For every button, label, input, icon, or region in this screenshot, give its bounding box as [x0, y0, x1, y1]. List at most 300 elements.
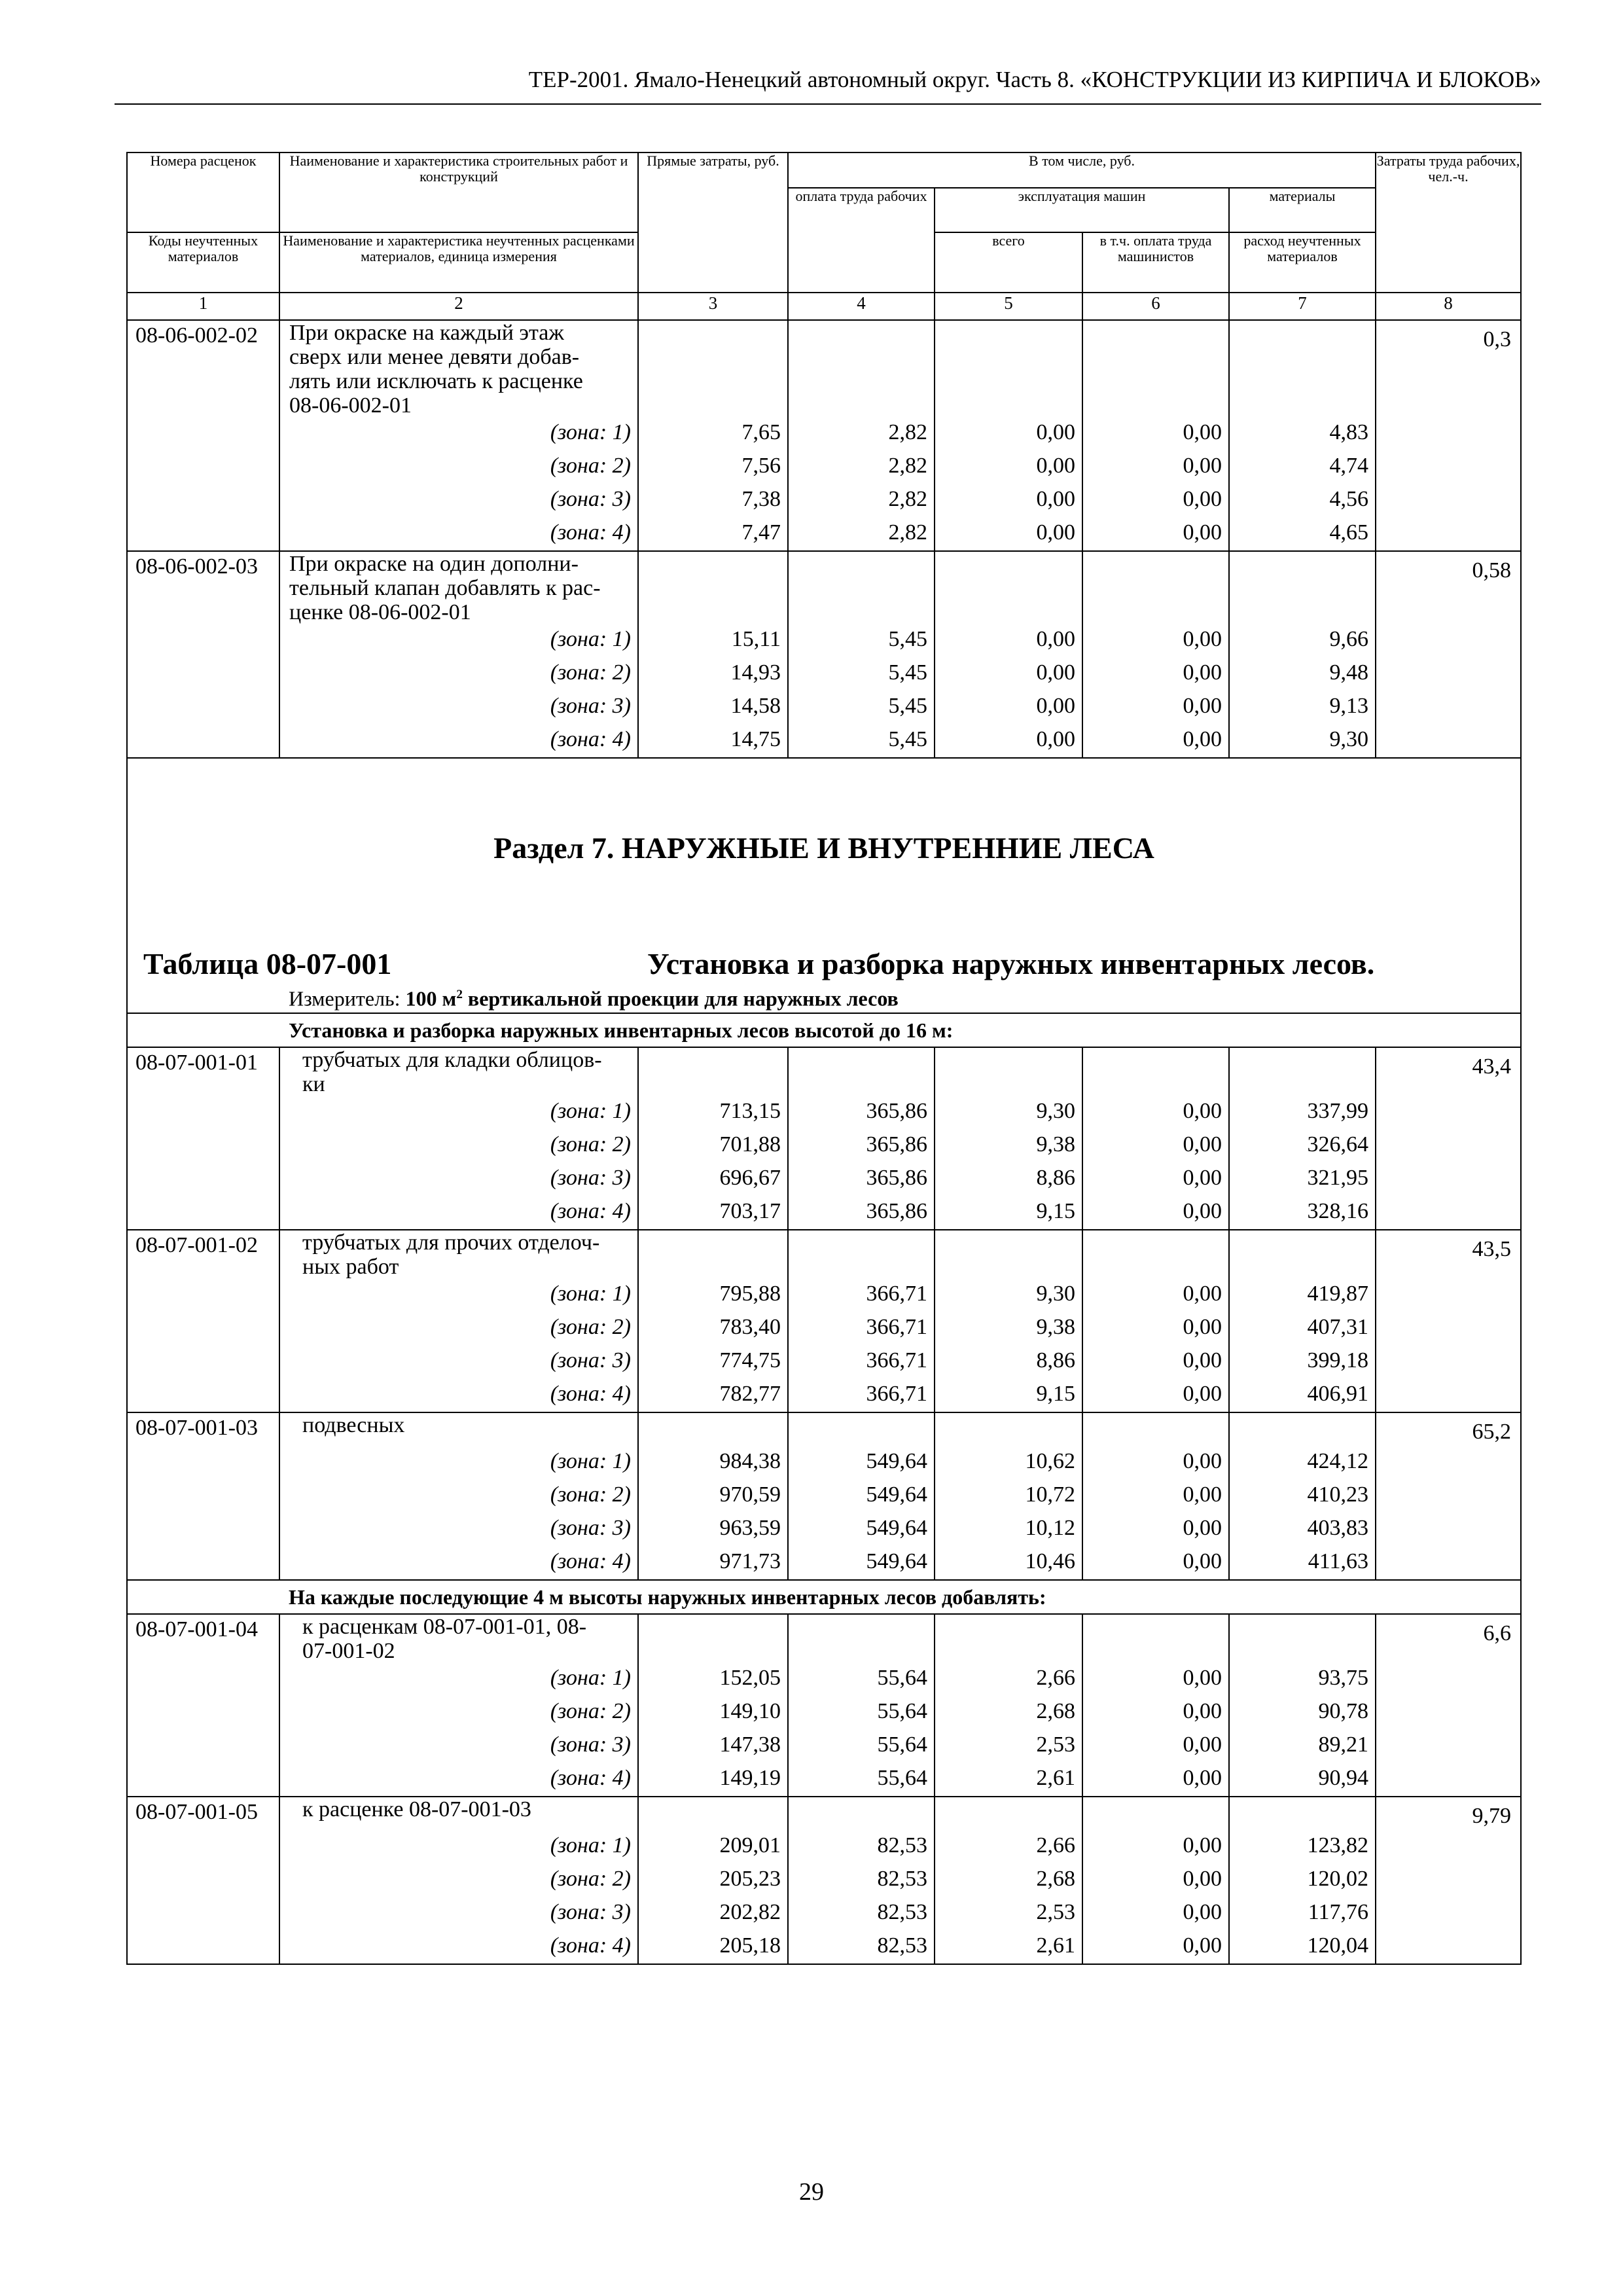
machines-cost: 2,61	[935, 1763, 1082, 1797]
zone-row	[127, 1696, 1521, 1730]
zone-row	[127, 624, 1521, 658]
direct-cost: 14,58	[638, 691, 788, 725]
labor-cost: 0,58	[1376, 551, 1521, 624]
rate-description-line: трубчатых для прочих отделоч-	[302, 1230, 600, 1255]
empty-cell	[127, 691, 279, 725]
machines-cost: 8,86	[935, 1346, 1082, 1379]
zone-label: (зона: 4)	[279, 1547, 638, 1580]
empty-cell	[788, 1230, 935, 1279]
zone-row	[127, 1513, 1521, 1547]
empty-cell	[1376, 1346, 1521, 1379]
empty-cell	[127, 658, 279, 691]
rate-description-line: При окраске на каждый этаж	[289, 321, 564, 345]
machinist-wages: 0,00	[1082, 725, 1229, 758]
wages-cost: 2,82	[788, 484, 935, 518]
wages-cost: 365,86	[788, 1096, 935, 1130]
machines-cost: 0,00	[935, 691, 1082, 725]
wages-cost: 2,82	[788, 418, 935, 451]
zone-label: (зона: 1)	[279, 1446, 638, 1480]
direct-cost: 795,88	[638, 1279, 788, 1312]
empty-cell	[127, 1864, 279, 1897]
materials-cost: 337,99	[1229, 1096, 1376, 1130]
machinist-wages: 0,00	[1082, 1480, 1229, 1513]
wages-cost: 55,64	[788, 1696, 935, 1730]
wages-cost: 5,45	[788, 691, 935, 725]
zone-row	[127, 1547, 1521, 1580]
empty-cell	[1229, 320, 1376, 418]
machinist-wages: 0,00	[1082, 518, 1229, 551]
rate-description	[279, 1614, 638, 1663]
empty-cell	[1376, 1446, 1521, 1480]
direct-cost: 7,38	[638, 484, 788, 518]
machinist-wages: 0,00	[1082, 1312, 1229, 1346]
group-heading-16m: Установка и разборка наружных инвентарных лесов высотой до 16 м:	[279, 1013, 1521, 1047]
rate-row	[127, 1614, 1521, 1663]
rate-description	[279, 1797, 638, 1831]
materials-cost: 89,21	[1229, 1730, 1376, 1763]
wages-cost: 82,53	[788, 1831, 935, 1864]
empty-cell	[1376, 1279, 1521, 1312]
empty-cell	[638, 320, 788, 418]
empty-cell	[127, 1480, 279, 1513]
zone-label: (зона: 4)	[279, 518, 638, 551]
meter-rest: вертикальной проекции для наружных лесов	[462, 986, 899, 1011]
empty-cell	[1376, 518, 1521, 551]
wages-cost: 365,86	[788, 1196, 935, 1230]
empty-cell	[935, 1797, 1082, 1831]
table-label: Таблица 08-07-001	[127, 942, 638, 981]
wages-cost: 5,45	[788, 725, 935, 758]
machinist-wages: 0,00	[1082, 1513, 1229, 1547]
zone-row	[127, 725, 1521, 758]
machinist-wages: 0,00	[1082, 451, 1229, 484]
zone-label: (зона: 2)	[279, 1130, 638, 1163]
empty-cell	[127, 518, 279, 551]
machinist-wages: 0,00	[1082, 1864, 1229, 1897]
rate-row	[127, 320, 1521, 418]
machines-cost: 8,86	[935, 1163, 1082, 1196]
empty-cell	[935, 551, 1082, 624]
empty-cell	[1376, 1513, 1521, 1547]
machines-cost: 9,38	[935, 1312, 1082, 1346]
empty-cell	[127, 1763, 279, 1797]
machines-cost: 0,00	[935, 624, 1082, 658]
machines-cost: 10,72	[935, 1480, 1082, 1513]
zone-row	[127, 1897, 1521, 1931]
direct-cost: 783,40	[638, 1312, 788, 1346]
column-number: 3	[638, 293, 788, 320]
wages-cost: 549,64	[788, 1446, 935, 1480]
materials-cost: 4,74	[1229, 451, 1376, 484]
empty-cell	[1082, 1047, 1229, 1096]
empty-cell	[127, 1163, 279, 1196]
direct-cost: 7,56	[638, 451, 788, 484]
machinist-wages: 0,00	[1082, 1279, 1229, 1312]
rate-description-line: 08-06-002-01	[289, 393, 412, 418]
labor-cost: 0,3	[1376, 320, 1521, 418]
labor-cost: 6,6	[1376, 1614, 1521, 1663]
empty-cell	[127, 1547, 279, 1580]
machines-cost: 0,00	[935, 725, 1082, 758]
zone-row	[127, 1663, 1521, 1696]
zone-label: (зона: 1)	[279, 418, 638, 451]
machines-cost: 2,53	[935, 1730, 1082, 1763]
empty-cell	[935, 1614, 1082, 1663]
empty-cell	[127, 418, 279, 451]
wages-cost: 549,64	[788, 1547, 935, 1580]
materials-cost: 93,75	[1229, 1663, 1376, 1696]
direct-cost: 774,75	[638, 1346, 788, 1379]
materials-cost: 399,18	[1229, 1346, 1376, 1379]
column-number: 7	[1229, 293, 1376, 320]
empty-cell	[788, 551, 935, 624]
zone-label: (зона: 3)	[279, 1346, 638, 1379]
direct-cost: 205,18	[638, 1931, 788, 1964]
materials-cost: 9,30	[1229, 725, 1376, 758]
machines-cost: 2,68	[935, 1864, 1082, 1897]
empty-cell	[127, 624, 279, 658]
rate-description-line: 07-001-02	[302, 1638, 395, 1663]
labor-cost: 65,2	[1376, 1412, 1521, 1446]
wages-cost: 82,53	[788, 1864, 935, 1897]
empty-cell	[1376, 691, 1521, 725]
empty-cell	[1376, 1196, 1521, 1230]
empty-cell	[935, 1230, 1082, 1279]
empty-cell	[1376, 1763, 1521, 1797]
zone-label: (зона: 1)	[279, 624, 638, 658]
page-number: 29	[799, 2178, 824, 2206]
zone-row	[127, 1446, 1521, 1480]
zone-row	[127, 1346, 1521, 1379]
machines-cost: 9,38	[935, 1130, 1082, 1163]
wages-cost: 55,64	[788, 1763, 935, 1797]
machines-cost: 0,00	[935, 418, 1082, 451]
direct-cost: 149,19	[638, 1763, 788, 1797]
machinist-wages: 0,00	[1082, 1696, 1229, 1730]
machinist-wages: 0,00	[1082, 1663, 1229, 1696]
empty-cell	[127, 1663, 279, 1696]
empty-cell	[127, 1346, 279, 1379]
rate-description	[279, 551, 638, 624]
machines-cost: 0,00	[935, 518, 1082, 551]
zone-label: (зона: 1)	[279, 1663, 638, 1696]
materials-cost: 120,02	[1229, 1864, 1376, 1897]
meter-line	[279, 981, 1521, 1013]
col-header-material-codes: Коды неучтенных материалов	[127, 232, 279, 293]
machinist-wages: 0,00	[1082, 1196, 1229, 1230]
direct-cost: 963,59	[638, 1513, 788, 1547]
page-header: ТЕР-2001. Ямало-Ненецкий автономный округ. Часть 8. «КОНСТРУКЦИИ ИЗ КИРПИЧА И БЛОКОВ»	[115, 63, 1541, 105]
rate-code: 08-07-001-05	[127, 1797, 279, 1831]
machinist-wages: 0,00	[1082, 1931, 1229, 1964]
wages-cost: 365,86	[788, 1130, 935, 1163]
empty-cell	[638, 1797, 788, 1831]
empty-cell	[1082, 1797, 1229, 1831]
empty-cell	[935, 1412, 1082, 1446]
zone-row	[127, 1196, 1521, 1230]
empty-cell	[127, 1446, 279, 1480]
materials-cost: 9,66	[1229, 624, 1376, 658]
col-header-work-name: Наименование и характеристика строительных работ и конструкций	[279, 152, 638, 232]
wages-cost: 55,64	[788, 1663, 935, 1696]
rate-description	[279, 320, 638, 418]
materials-cost: 117,76	[1229, 1897, 1376, 1931]
zone-label: (зона: 2)	[279, 1312, 638, 1346]
empty-cell	[127, 1897, 279, 1931]
materials-cost: 407,31	[1229, 1312, 1376, 1346]
zone-row	[127, 1931, 1521, 1964]
direct-cost: 970,59	[638, 1480, 788, 1513]
wages-cost: 366,71	[788, 1379, 935, 1412]
empty-cell	[1376, 451, 1521, 484]
rate-code: 08-06-002-03	[127, 551, 279, 624]
machinist-wages: 0,00	[1082, 1379, 1229, 1412]
col-header-machinist-wages: в т.ч. оплата труда машинистов	[1082, 232, 1229, 293]
labor-cost: 43,5	[1376, 1230, 1521, 1279]
zone-label: (зона: 3)	[279, 1897, 638, 1931]
materials-cost: 90,78	[1229, 1696, 1376, 1730]
empty-cell	[788, 320, 935, 418]
machinist-wages: 0,00	[1082, 1763, 1229, 1797]
materials-cost: 90,94	[1229, 1763, 1376, 1797]
rate-description-line: к расценкам 08-07-001-01, 08-	[302, 1614, 587, 1639]
rate-description-line: ки	[302, 1071, 325, 1096]
zone-label: (зона: 1)	[279, 1831, 638, 1864]
empty-cell	[1376, 1379, 1521, 1412]
col-header-materials: материалы	[1229, 188, 1376, 232]
wages-cost: 2,82	[788, 451, 935, 484]
rate-row	[127, 551, 1521, 624]
price-table	[126, 152, 1522, 1965]
empty-cell	[1082, 320, 1229, 418]
empty-cell	[1376, 658, 1521, 691]
empty-cell	[127, 1312, 279, 1346]
empty-cell	[1376, 725, 1521, 758]
machinist-wages: 0,00	[1082, 1163, 1229, 1196]
empty-cell	[127, 1730, 279, 1763]
column-number: 8	[1376, 293, 1521, 320]
empty-cell	[1376, 1130, 1521, 1163]
empty-cell	[1229, 1412, 1376, 1446]
empty-cell	[1376, 1096, 1521, 1130]
empty-cell	[935, 320, 1082, 418]
col-header-wages: оплата труда рабочих	[788, 188, 935, 293]
empty-cell	[127, 1279, 279, 1312]
zone-row	[127, 518, 1521, 551]
col-header-machines-total: всего	[935, 232, 1082, 293]
empty-cell	[1376, 418, 1521, 451]
wages-cost: 5,45	[788, 658, 935, 691]
column-numbers-row	[127, 293, 1521, 320]
empty-cell	[1082, 1412, 1229, 1446]
machines-cost: 9,15	[935, 1196, 1082, 1230]
materials-cost: 4,56	[1229, 484, 1376, 518]
meter-value: 100 м	[405, 986, 457, 1011]
labor-cost: 43,4	[1376, 1047, 1521, 1096]
direct-cost: 713,15	[638, 1096, 788, 1130]
empty-cell	[127, 1931, 279, 1964]
labor-cost: 9,79	[1376, 1797, 1521, 1831]
materials-cost: 4,65	[1229, 518, 1376, 551]
rate-code: 08-07-001-01	[127, 1047, 279, 1096]
zone-label: (зона: 3)	[279, 484, 638, 518]
empty-cell	[127, 484, 279, 518]
wages-cost: 366,71	[788, 1279, 935, 1312]
zone-row	[127, 1163, 1521, 1196]
machines-cost: 2,68	[935, 1696, 1082, 1730]
empty-cell	[127, 1096, 279, 1130]
zone-label: (зона: 2)	[279, 1864, 638, 1897]
zone-row	[127, 1279, 1521, 1312]
zone-label: (зона: 4)	[279, 1379, 638, 1412]
direct-cost: 701,88	[638, 1130, 788, 1163]
empty-cell	[1082, 1230, 1229, 1279]
machines-cost: 2,66	[935, 1663, 1082, 1696]
rate-description-line: сверх или менее девяти добав-	[289, 345, 580, 369]
zone-row	[127, 1730, 1521, 1763]
col-header-labor-costs: Затраты труда рабочих, чел.-ч.	[1376, 152, 1521, 293]
empty-cell	[1229, 1230, 1376, 1279]
zone-label: (зона: 2)	[279, 658, 638, 691]
materials-cost: 120,04	[1229, 1931, 1376, 1964]
rate-description	[279, 1230, 638, 1279]
materials-cost: 424,12	[1229, 1446, 1376, 1480]
direct-cost: 147,38	[638, 1730, 788, 1763]
empty-cell	[638, 1614, 788, 1663]
empty-cell	[935, 1047, 1082, 1096]
rate-description-line: лять или исключать к расценке	[289, 369, 583, 393]
direct-cost: 15,11	[638, 624, 788, 658]
col-header-rate-numbers: Номера расценок	[127, 152, 279, 232]
empty-cell	[127, 1130, 279, 1163]
machinist-wages: 0,00	[1082, 418, 1229, 451]
wages-cost: 5,45	[788, 624, 935, 658]
zone-row	[127, 691, 1521, 725]
materials-cost: 328,16	[1229, 1196, 1376, 1230]
direct-cost: 971,73	[638, 1547, 788, 1580]
direct-cost: 7,65	[638, 418, 788, 451]
empty-cell	[788, 1614, 935, 1663]
column-number: 1	[127, 293, 279, 320]
rate-row	[127, 1230, 1521, 1279]
empty-cell	[1376, 1696, 1521, 1730]
table-name: Установка и разборка наружных инвентарных лесов.	[638, 942, 1521, 981]
machinist-wages: 0,00	[1082, 624, 1229, 658]
empty-cell	[1229, 1047, 1376, 1096]
zone-label: (зона: 2)	[279, 451, 638, 484]
machinist-wages: 0,00	[1082, 1446, 1229, 1480]
materials-cost: 403,83	[1229, 1513, 1376, 1547]
direct-cost: 703,17	[638, 1196, 788, 1230]
rate-code: 08-07-001-04	[127, 1614, 279, 1663]
materials-cost: 326,64	[1229, 1130, 1376, 1163]
materials-cost: 4,83	[1229, 418, 1376, 451]
empty-cell	[788, 1797, 935, 1831]
zone-row	[127, 1864, 1521, 1897]
empty-cell	[1229, 1797, 1376, 1831]
empty-cell	[788, 1412, 935, 1446]
zone-label: (зона: 1)	[279, 1279, 638, 1312]
zone-label: (зона: 4)	[279, 1196, 638, 1230]
wages-cost: 55,64	[788, 1730, 935, 1763]
machines-cost: 2,66	[935, 1831, 1082, 1864]
direct-cost: 7,47	[638, 518, 788, 551]
zone-label: (зона: 4)	[279, 725, 638, 758]
empty-cell	[127, 451, 279, 484]
rate-description	[279, 1412, 638, 1446]
rate-description-line: ных работ	[302, 1254, 399, 1279]
rate-code: 08-07-001-03	[127, 1412, 279, 1446]
empty-cell	[127, 1379, 279, 1412]
zone-row	[127, 1831, 1521, 1864]
col-header-direct-costs: Прямые затраты, руб.	[638, 152, 788, 293]
rate-row	[127, 1047, 1521, 1096]
materials-cost: 9,48	[1229, 658, 1376, 691]
col-header-including: В том числе, руб.	[788, 152, 1376, 188]
materials-cost: 123,82	[1229, 1831, 1376, 1864]
machines-cost: 10,62	[935, 1446, 1082, 1480]
empty-cell	[1082, 551, 1229, 624]
machines-cost: 9,30	[935, 1096, 1082, 1130]
empty-cell	[1376, 1163, 1521, 1196]
empty-cell	[1376, 1312, 1521, 1346]
empty-cell	[127, 1696, 279, 1730]
rate-row	[127, 1797, 1521, 1831]
machinist-wages: 0,00	[1082, 691, 1229, 725]
empty-cell	[1376, 484, 1521, 518]
zone-row	[127, 1379, 1521, 1412]
zone-row	[127, 1763, 1521, 1797]
machinist-wages: 0,00	[1082, 1346, 1229, 1379]
wages-cost: 366,71	[788, 1346, 935, 1379]
column-number: 6	[1082, 293, 1229, 320]
empty-cell	[638, 1047, 788, 1096]
direct-cost: 149,10	[638, 1696, 788, 1730]
zone-label: (зона: 2)	[279, 1480, 638, 1513]
zone-label: (зона: 3)	[279, 691, 638, 725]
empty-cell	[638, 1412, 788, 1446]
wages-cost: 366,71	[788, 1312, 935, 1346]
meter-label: Измеритель:	[289, 986, 401, 1011]
empty-cell	[1376, 1730, 1521, 1763]
machines-cost: 10,46	[935, 1547, 1082, 1580]
column-number: 5	[935, 293, 1082, 320]
rate-description-line: ценке 08-06-002-01	[289, 600, 471, 624]
machinist-wages: 0,00	[1082, 1130, 1229, 1163]
machinist-wages: 0,00	[1082, 658, 1229, 691]
machinist-wages: 0,00	[1082, 484, 1229, 518]
materials-cost: 9,13	[1229, 691, 1376, 725]
wages-cost: 549,64	[788, 1513, 935, 1547]
rate-description-line: к расценке 08-07-001-03	[302, 1797, 531, 1821]
empty-cell	[1376, 624, 1521, 658]
zone-row	[127, 418, 1521, 451]
machines-cost: 2,53	[935, 1897, 1082, 1931]
col-header-machines: эксплуатация машин	[935, 188, 1229, 232]
machines-cost: 9,30	[935, 1279, 1082, 1312]
zone-row	[127, 1130, 1521, 1163]
materials-cost: 321,95	[1229, 1163, 1376, 1196]
column-number: 4	[788, 293, 935, 320]
machines-cost: 9,15	[935, 1379, 1082, 1412]
wages-cost: 82,53	[788, 1931, 935, 1964]
machines-cost: 2,61	[935, 1931, 1082, 1964]
empty-cell	[638, 1230, 788, 1279]
section-title: Раздел 7. НАРУЖНЫЕ И ВНУТРЕННИЕ ЛЕСА	[127, 831, 1521, 876]
machinist-wages: 0,00	[1082, 1096, 1229, 1130]
zone-label: (зона: 3)	[279, 1163, 638, 1196]
direct-cost: 205,23	[638, 1864, 788, 1897]
